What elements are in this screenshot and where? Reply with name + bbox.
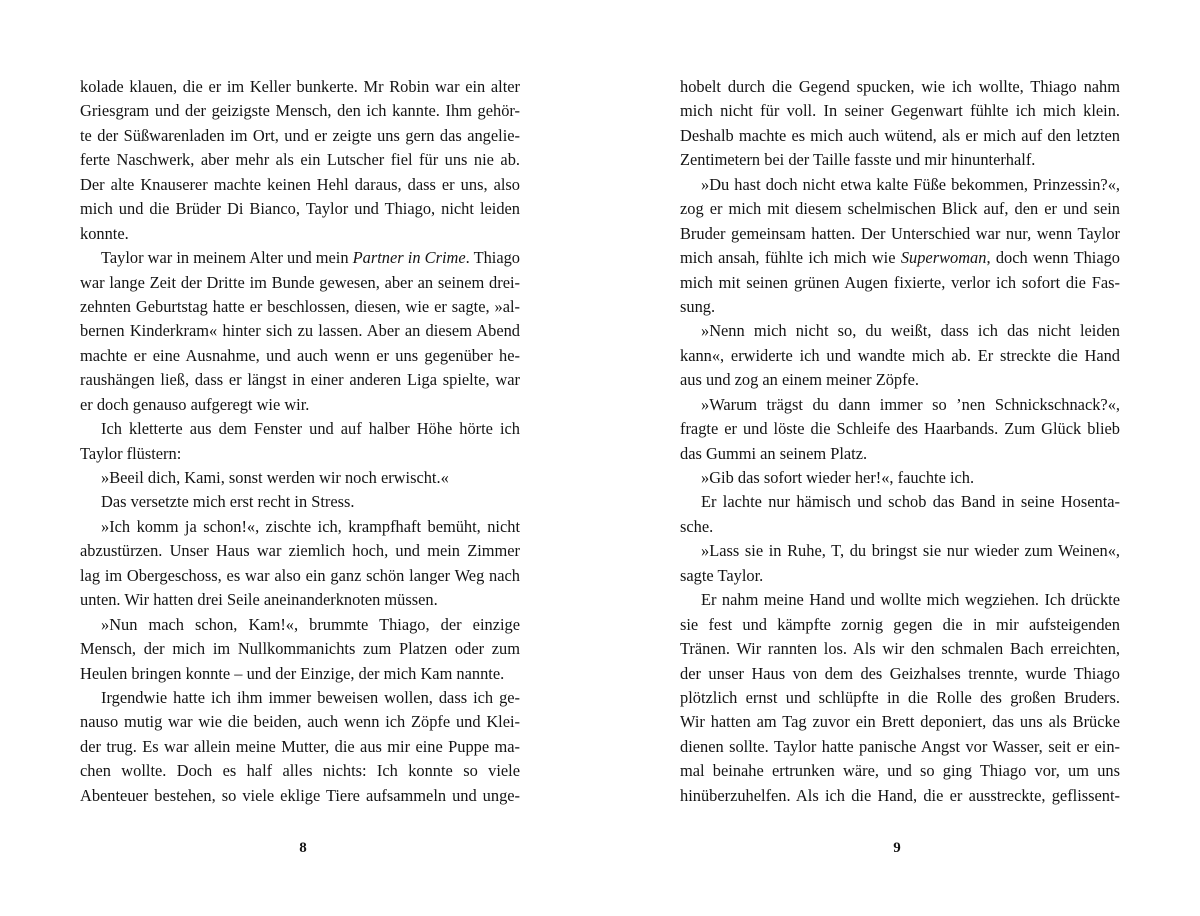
text-line: te der Süßwarenladen im Ort, und er zeigte uns gern das angelie- — [80, 125, 520, 145]
text-line: er doch genauso aufgeregt wie wir. — [80, 394, 310, 414]
page-number-left: 8 — [299, 840, 307, 856]
text-line: Heulen bringen konnte – und der Einzige, der mich Kam nannte. — [80, 663, 505, 683]
text-line: fragte er und löste die Schleife des Haarbands. Zum Glück blieb — [680, 419, 1120, 439]
text-line: der trug. Es war allein meine Mutter, die aus mir eine Puppe ma- — [80, 736, 520, 756]
text-line: Ich kletterte aus dem Fenster und auf halber Höhe hörte ich — [101, 419, 520, 439]
text-line: Irgendwie hatte ich ihm immer beweisen wollen, dass ich ge- — [101, 687, 520, 707]
text-line: Tränen. Wir rannten los. Als wir den schmalen Bach erreichten, — [680, 639, 1120, 659]
text-line: zog er mich mit diesem schelmischen Blick auf, den er und sein — [680, 199, 1120, 219]
text-line: der unser Haus von dem des Geizhalses trennte, wurde Thiago — [680, 663, 1120, 683]
text-line: mich nicht für voll. In seiner Gegenwart fühlte ich mich klein. — [680, 101, 1120, 121]
text-line: Das versetzte mich erst recht in Stress. — [101, 492, 355, 512]
text-line — [80, 246, 520, 270]
text-line: Taylor flüstern: — [80, 443, 182, 463]
text-line: unten. Wir hatten drei Seile aneinanderknoten müssen. — [80, 590, 438, 610]
page-number-right: 9 — [893, 840, 901, 856]
italic-phrase: Superwoman — [900, 248, 987, 268]
text-line: zehnten Geburtstag hatte er beschlossen, diesen, wie er sagte, »al- — [80, 296, 520, 316]
text-line: Abenteuer bestehen, so viele eklige Tiere aufsammeln und unge- — [80, 785, 520, 805]
text-line: abzustürzen. Unser Haus war ziemlich hoch, und mein Zimmer — [80, 541, 520, 561]
text-line: sagte Taylor. — [680, 565, 764, 585]
left-page — [80, 75, 520, 808]
text-line: Griesgram und der geizigste Mensch, den ich kannte. Ihm gehör- — [80, 101, 520, 121]
text-line: »Beeil dich, Kami, sonst werden wir noch erwischt.« — [101, 468, 449, 487]
text-line: nauso mutig war wie die beiden, auch wenn ich Zöpfe und Klei- — [80, 712, 520, 732]
text-line: Zentimetern bei der Taille fasste und mir hinunterhalf. — [680, 150, 1036, 170]
text-line: Deshalb machte es mich auch wütend, als er mich auf den letzten — [680, 125, 1120, 145]
text-line: sche. — [680, 516, 714, 536]
text-line: mal beinahe ertrunken wäre, und so ging Thiago vor, um uns — [680, 761, 1120, 781]
italic-phrase: Partner in Crime — [352, 248, 466, 268]
right-page — [680, 75, 1120, 808]
text-line: Bruder gemeinsam hatten. Der Unterschied war nur, wenn Taylor — [680, 223, 1120, 243]
text-line: »Lass sie in Ruhe, T, du bringst sie nur wieder zum Weinen«, — [701, 541, 1120, 561]
text-line: kann«, erwiderte ich und wandte mich ab. Er streckte die Hand — [680, 345, 1120, 365]
text-line: mich mit seinen grünen Augen fixierte, verlor ich sofort die Fas- — [680, 272, 1120, 292]
text-segment: . Thiago — [465, 248, 520, 268]
text-line: bernen Kinderkram« hinter sich zu lassen. Aber an diesem Abend — [80, 321, 520, 341]
text-line: chen wollte. Doch es half alles nichts: Ich konnte so viele — [80, 761, 520, 781]
text-line: das Gummi an seinem Platz. — [680, 443, 868, 463]
text-line: Mensch, der mich im Nullkommanichts zum Platzen oder zum — [80, 639, 520, 659]
text-line: Der alte Knauserer machte keinen Hehl daraus, dass er uns, also — [80, 174, 520, 194]
text-line: raushängen ließ, dass er längst in einer anderen Liga spielte, war — [80, 370, 520, 390]
text-line: dienen sollte. Taylor hatte panische Angst vor Wasser, seit er ein- — [680, 736, 1120, 756]
text-line: machte er eine Ausnahme, und auch wenn er uns gegenüber he- — [80, 345, 520, 365]
text-line: Er nahm meine Hand und wollte mich wegziehen. Ich drückte — [701, 590, 1120, 610]
text-line: »Du hast doch nicht etwa kalte Füße bekommen, Prinzessin?«, — [701, 174, 1120, 194]
text-line: hinüberzuhelfen. Als ich die Hand, die er ausstreckte, geflissent- — [680, 785, 1120, 805]
text-line: »Nenn mich nicht so, du weißt, dass ich das nicht leiden — [701, 321, 1120, 341]
text-line: sung. — [680, 296, 716, 316]
text-line: konnte. — [80, 223, 129, 243]
text-line: ferte Naschwerk, aber mehr als ein Lutscher fiel für uns nie ab. — [80, 150, 520, 170]
text-line: lag im Obergeschoss, es war also ein ganz schön langer Weg nach — [80, 565, 520, 585]
text-segment: Taylor war in meinem Alter und mein — [101, 248, 353, 268]
text-segment: , doch wenn Thiago — [986, 248, 1120, 268]
text-line: »Ich komm ja schon!«, zischte ich, krampfhaft bemüht, nicht — [101, 516, 520, 536]
text-segment: mich ansah, fühlte ich mich wie — [680, 248, 901, 268]
text-line: Er lachte nur hämisch und schob das Band in seine Hosenta- — [701, 492, 1120, 512]
text-line: sie fest und kämpfte zornig gegen die in mir aufsteigenden — [680, 614, 1120, 634]
text-line: mich und die Brüder Di Bianco, Taylor und Thiago, nicht leiden — [80, 199, 520, 219]
text-line: Wir hatten am Tag zuvor ein Brett deponiert, das uns als Brücke — [680, 712, 1120, 732]
text-line: »Nun mach schon, Kam!«, brummte Thiago, der einzige — [101, 614, 520, 634]
text-line: kolade klauen, die er im Keller bunkerte. Mr Robin war ein alter — [80, 77, 520, 96]
text-line: plötzlich ernst und schlüpfte in die Rolle des großen Bruders. — [680, 687, 1120, 707]
text-line: aus und zog an einem meiner Zöpfe. — [680, 370, 919, 390]
text-line — [680, 246, 1120, 270]
text-line: »Warum trägst du dann immer so ’nen Schnickschnack?«, — [701, 394, 1120, 414]
text-line: »Gib das sofort wieder her!«, fauchte ich. — [701, 468, 975, 487]
text-line: hobelt durch die Gegend spucken, wie ich wollte, Thiago nahm — [680, 77, 1120, 96]
text-line: war lange Zeit der Dritte im Bunde gewesen, aber an seinem drei- — [80, 272, 520, 292]
